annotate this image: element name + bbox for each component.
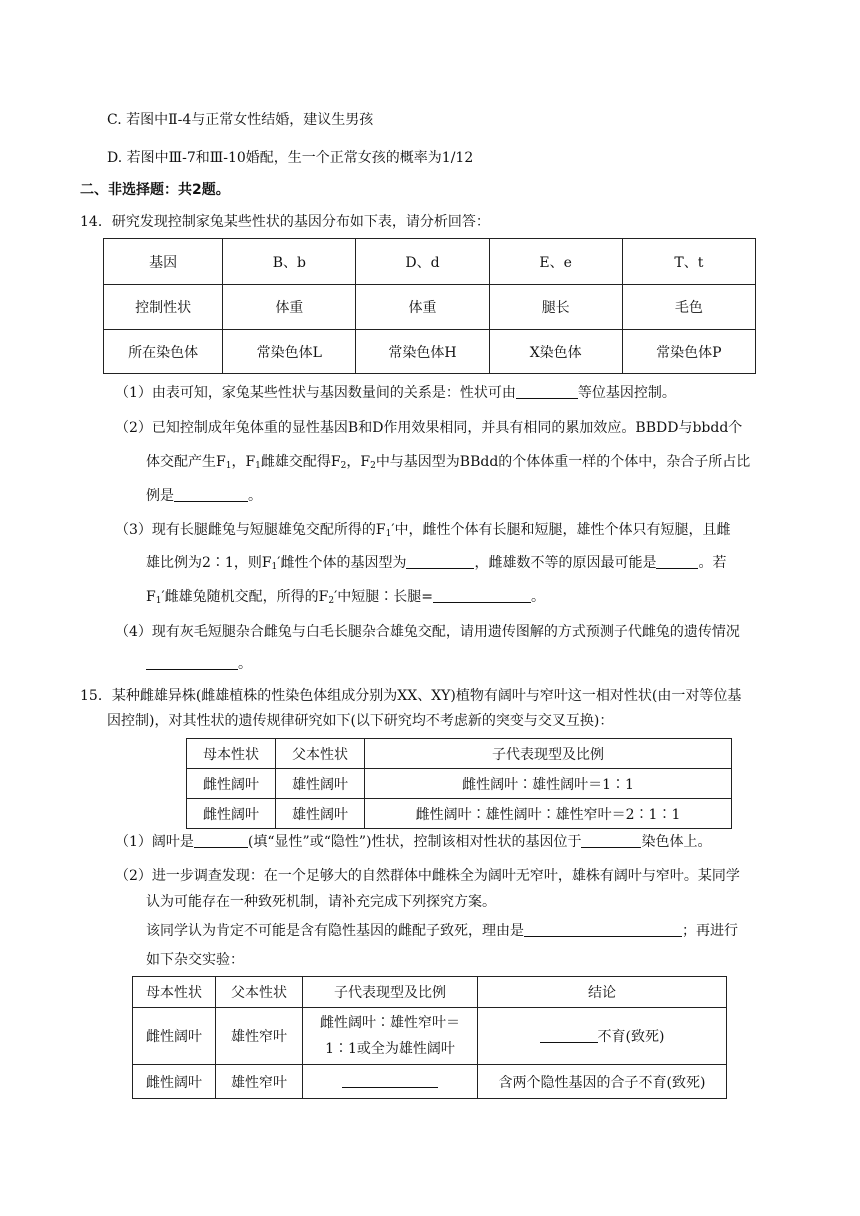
q15-stem-line2: 因控制)，对其性状的遗传规律研究如下(以下研究均不考虑新的突变与交叉互换)： (107, 713, 614, 729)
q14-part3-line2: 雄比例为2∶1，则$F_1'$雌性个体的基因型为 ，雌雄数不等的原因最可能是 。若 (146, 555, 727, 572)
table-cell: 雌性阔叶∶雄性窄叶＝ 1∶1或全为雄性阔叶 (303, 1008, 478, 1065)
table-cell: 雌性阔叶 (133, 1008, 216, 1065)
q15-experiment-table (132, 976, 727, 1099)
table-cell: E、e (489, 239, 622, 285)
table-header: 父本性状 (216, 977, 303, 1008)
answer-blank[interactable] (524, 922, 682, 937)
answer-blank[interactable] (516, 384, 578, 399)
table-cell: 腿长 (489, 285, 622, 330)
table-header: 母本性状 (133, 977, 216, 1008)
table-cell: 常染色体L (223, 330, 356, 374)
table-cell: 雌性阔叶∶雄性阔叶＝1∶1 (365, 769, 732, 799)
option-d: D. 若图中Ⅲ-7和Ⅲ-10婚配，生一个正常女孩的概率为1/12 (107, 150, 474, 166)
table-cell: X染色体 (489, 330, 622, 374)
table-cell: 所在染色体 (104, 330, 223, 374)
q14-part2-line2: 体交配产生$F_1$，$F_1$雌雄交配得$F_2$，$F_2$中与基因型为BBdd的个体体重一样的个体中，杂合子所占比 (146, 454, 751, 471)
table-cell (303, 1065, 478, 1099)
table-cell: 雄性阔叶 (276, 799, 365, 829)
table-cell: 常染色体H (356, 330, 489, 374)
table-cell: 常染色体P (622, 330, 755, 374)
q15-stem-line1: 15．某种雌雄异株(雌雄植株的性染色体组成分别为XX、XY)植物有阔叶与窄叶这一相对性状(由一对等位基 (80, 688, 742, 704)
q14-part3-line3: $F_1'$雌雄兔随机交配，所得的$F_2'$中短腿∶长腿= 。 (146, 589, 546, 606)
section-heading: 二、非选择题：共2题。 (80, 182, 230, 198)
table-header: 母本性状 (187, 739, 276, 769)
table-cell: 雄性窄叶 (216, 1065, 303, 1099)
table-cell: B、b (223, 239, 356, 285)
table-cell: 含两个隐性基因的合子不育(致死) (478, 1065, 727, 1099)
answer-blank[interactable] (540, 1028, 598, 1043)
table-cell: 雌性阔叶 (187, 769, 276, 799)
q15-part2-line2: 认为可能存在一种致死机制，请补充完成下列探究方案。 (146, 894, 496, 910)
q14-gene-table (103, 238, 756, 374)
q14-part2-line1: （2）已知控制成年兔体重的显性基因B和D作用效果相同，并具有相同的累加效应。BBDD与bbdd个 (115, 420, 743, 436)
answer-blank[interactable] (342, 1073, 438, 1088)
table-cell: 毛色 (622, 285, 755, 330)
table-cell: 体重 (223, 285, 356, 330)
table-header: 子代表现型及比例 (303, 977, 478, 1008)
table-cell: 雌性阔叶 (187, 799, 276, 829)
table-header: 子代表现型及比例 (365, 739, 732, 769)
answer-blank[interactable] (174, 487, 248, 502)
q15-cross-table (186, 738, 732, 829)
table-cell: 雌性阔叶 (133, 1065, 216, 1099)
answer-blank[interactable] (581, 833, 641, 848)
table-header: 父本性状 (276, 739, 365, 769)
q14-part2-line3: 例是 。 (146, 488, 262, 504)
answer-blank[interactable] (146, 655, 238, 670)
q14-part3-line1: （3）现有长腿雌兔与短腿雄兔交配所得的$F_1'$中，雌性个体有长腿和短腿，雄性个体只有短腿，且雌 (115, 522, 731, 539)
q14-stem: 14．研究发现控制家兔某些性状的基因分布如下表，请分析回答： (80, 214, 490, 230)
table-cell: 控制性状 (104, 285, 223, 330)
q14-part4-line1: （4）现有灰毛短腿杂合雌兔与白毛长腿杂合雄兔交配，请用遗传图解的方式预测子代雌兔的遗传情况 (115, 624, 740, 640)
answer-blank[interactable] (433, 588, 531, 603)
answer-blank[interactable] (406, 554, 474, 569)
table-header: 结论 (478, 977, 727, 1008)
q15-part2-line4: 如下杂交实验： (146, 952, 244, 968)
table-cell: T、t (622, 239, 755, 285)
table-cell: 雄性窄叶 (216, 1008, 303, 1065)
q15-part2-line3: 该同学认为肯定不可能是含有隐性基因的雌配子致死，理由是 ；再进行 (146, 923, 738, 939)
table-cell: 基因 (104, 239, 223, 285)
answer-blank[interactable] (656, 554, 698, 569)
table-cell: 不育(致死) (478, 1008, 727, 1065)
q15-part2-line1: （2）进一步调查发现：在一个足够大的自然群体中雌株全为阔叶无窄叶，雄株有阔叶与窄叶。某同学 (115, 868, 740, 884)
table-cell: D、d (356, 239, 489, 285)
q15-part1: （1）阔叶是 (填“显性”或“隐性”)性状，控制该相对性状的基因位于 染色体上。 (115, 834, 712, 850)
table-cell: 雌性阔叶∶雄性阔叶∶雄性窄叶＝2∶1∶1 (365, 799, 732, 829)
option-c: C. 若图中Ⅱ-4与正常女性结婚，建议生男孩 (107, 112, 374, 128)
answer-blank[interactable] (194, 833, 248, 848)
q14-part4-line2: 。 (146, 654, 252, 674)
table-cell: 雄性阔叶 (276, 769, 365, 799)
table-cell: 体重 (356, 285, 489, 330)
q14-part1: （1）由表可知，家兔某些性状与基因数量间的关系是：性状可由 等位基因控制。 (115, 385, 676, 401)
